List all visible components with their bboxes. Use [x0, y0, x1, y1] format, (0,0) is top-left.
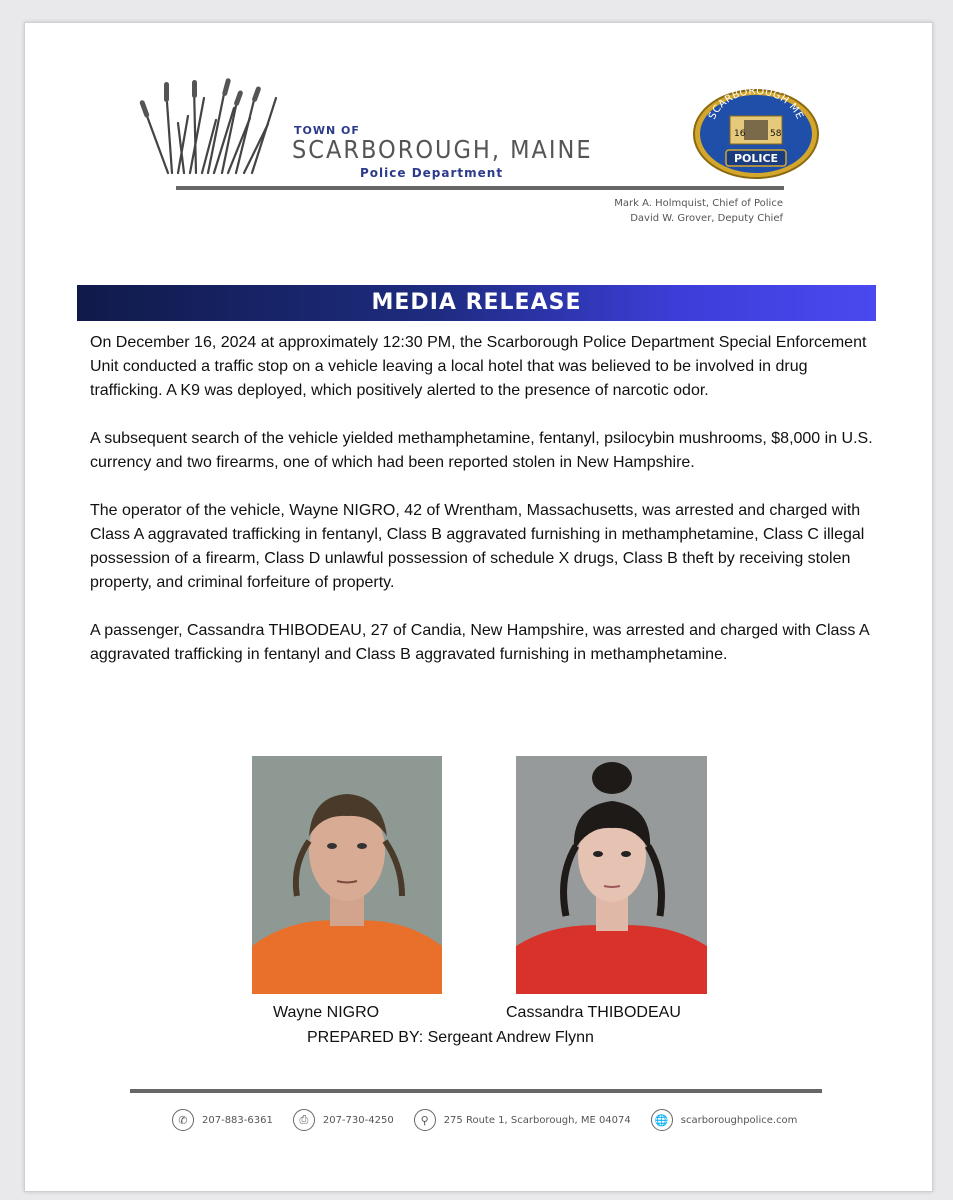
footer-website [651, 1109, 798, 1131]
paragraph-traffic-stop: On December 16, 2024 at approximately 12:30 PM, the Scarborough Police Department Special Enforcement Unit conducted a traffic stop on a vehicle leaving a local hotel that was believed to be involved in drug trafficking. A K9 was deployed, which positively alerted to the presence of narcotic odor. [90, 334, 867, 399]
town-of-label: TOWN OF [294, 124, 360, 137]
media-release-banner: MEDIA RELEASE [77, 285, 876, 321]
release-body [90, 331, 880, 691]
header-divider [176, 186, 784, 190]
footer-address [414, 1109, 631, 1131]
caption-wayne-nigro: Wayne NIGRO [273, 1004, 380, 1021]
badge-bottom-text: POLICE [733, 152, 779, 165]
footer-divider [130, 1089, 822, 1093]
globe-icon: 🌐 [651, 1109, 673, 1131]
fax-number: 207-730-4250 [322, 1114, 394, 1126]
badge-year-left: 16 [734, 129, 746, 139]
cattail-logo-icon [138, 78, 283, 178]
location-pin-icon: ⚲ [414, 1109, 436, 1131]
phone-icon: ✆ [172, 1109, 194, 1131]
prepared-by: PREPARED BY: Sergeant Andrew Flynn [307, 1029, 594, 1046]
paragraph-search: A subsequent search of the vehicle yielded methamphetamine, fentanyl, psilocybin mushrooms, $8,000 in U.S. currency and two firearms, one of which had been reported stolen in New Hampshire. [90, 430, 873, 471]
website-link[interactable]: scarboroughpolice.com [680, 1114, 798, 1126]
deputy-name: David W. Grover, Deputy Chief [630, 213, 783, 224]
leadership-block [614, 196, 783, 226]
chief-name: Mark A. Holmquist, Chief of Police [614, 198, 783, 209]
fax-icon: ⎙ [293, 1109, 315, 1131]
footer-phone [172, 1109, 273, 1131]
mugshot-cassandra-thibodeau [516, 756, 707, 994]
department-name: Police Department [360, 166, 504, 180]
mugshot-wayne-nigro [252, 756, 442, 994]
footer-fax [293, 1109, 394, 1131]
address-text: 275 Route 1, Scarborough, ME 04074 [443, 1114, 631, 1126]
town-name: SCARBOROUGH, MAINE [292, 135, 593, 164]
paragraph-operator: The operator of the vehicle, Wayne NIGRO, 42 of Wrentham, Massachusetts, was arrested and charged with Class A aggravated trafficking in fentanyl, Class B aggravated furnishing in methamphetamine, Class C illegal possession of a firearm, Class D unlawful possession of schedule X drugs, Class B theft by receiving stolen property, and criminal forfeiture of property. [90, 502, 865, 591]
badge-top-text: SCARBOROUGH ME [706, 85, 806, 122]
police-badge-icon [690, 80, 822, 180]
caption-cassandra-thibodeau: Cassandra THIBODEAU [506, 1004, 681, 1021]
contact-footer [172, 1108, 817, 1132]
paragraph-passenger: A passenger, Cassandra THIBODEAU, 27 of Candia, New Hampshire, was arrested and charged with Class A aggravated trafficking in fentanyl and Class B aggravated furnishing in methamphetamine. [90, 622, 869, 663]
phone-number: 207-883-6361 [202, 1114, 273, 1126]
badge-year-right: 58 [770, 129, 782, 139]
